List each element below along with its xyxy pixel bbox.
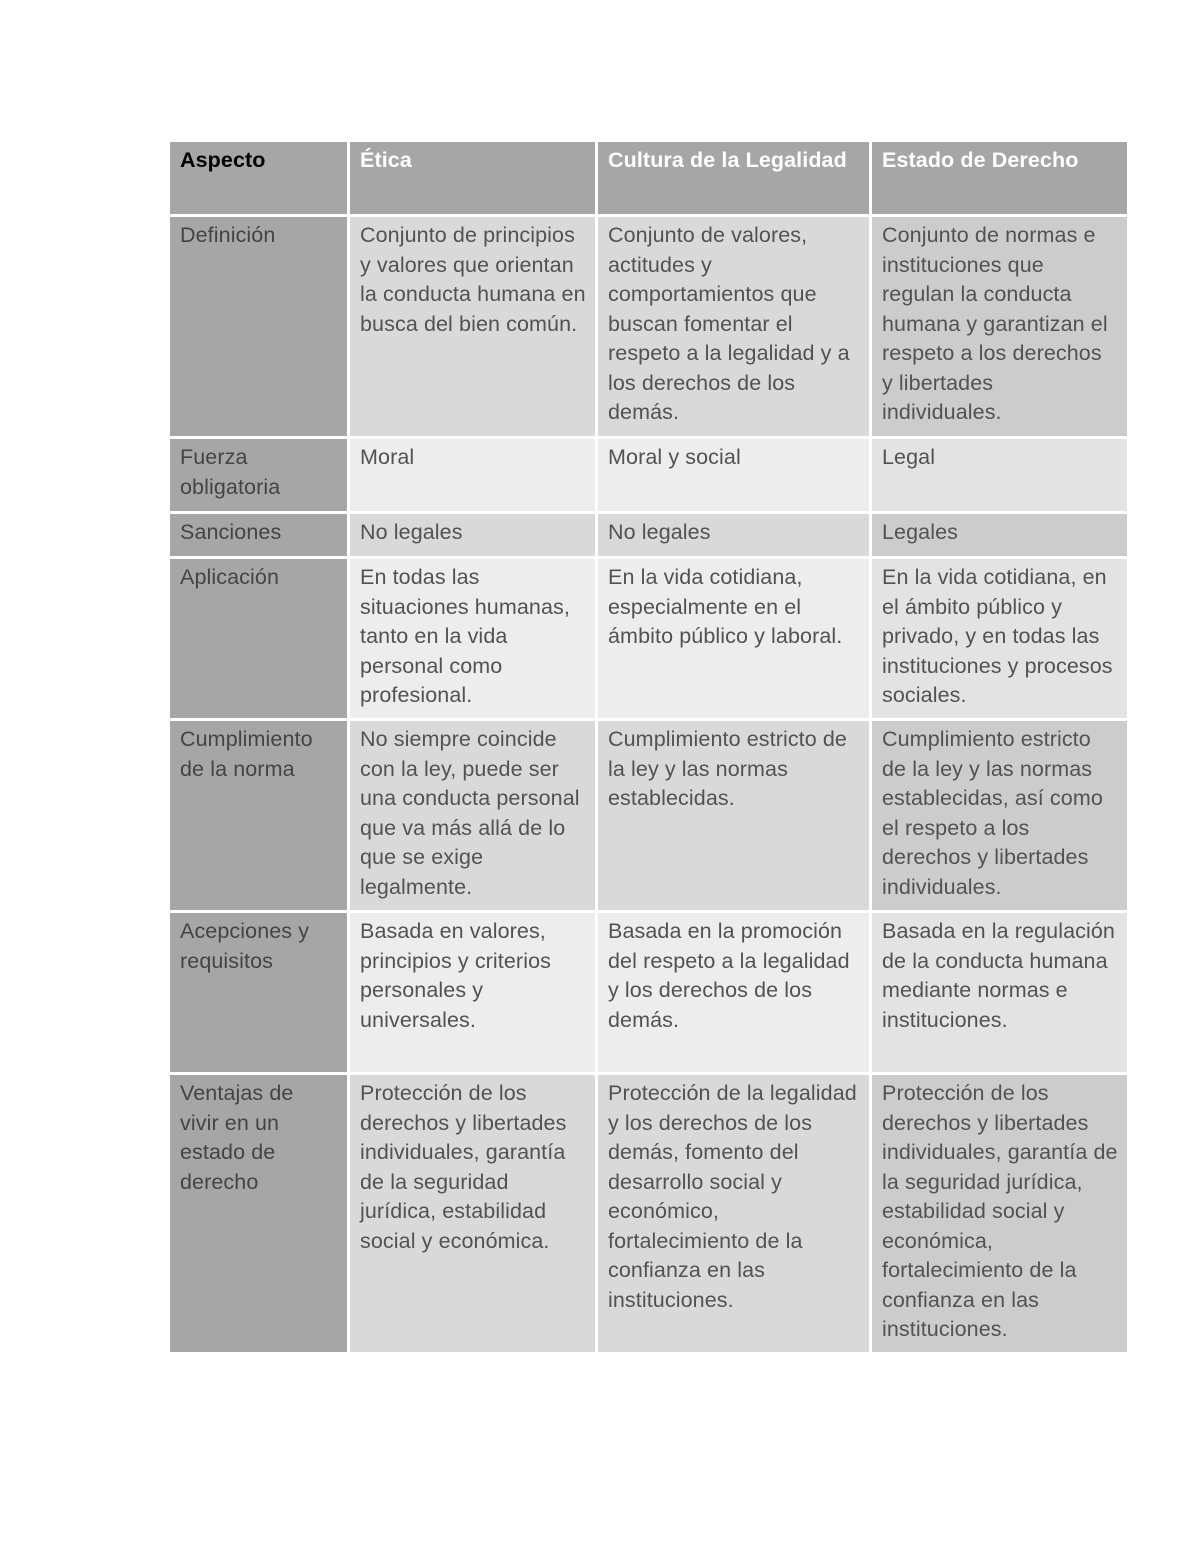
table-cell: Cumplimiento estricto de la ley y las normas establecidas, así como el respeto a los derechos y libertades individuales. bbox=[871, 720, 1129, 912]
table-cell: Conjunto de normas e instituciones que regulan la conducta humana y garantizan el respeto a los derechos y libertades individuales. bbox=[871, 216, 1129, 438]
table-cell: Legal bbox=[871, 438, 1129, 513]
table-row bbox=[169, 216, 1129, 438]
table-body bbox=[169, 216, 1129, 1354]
row-aspect-label: Ventajas de vivir en un estado de derecho bbox=[169, 1074, 349, 1354]
table-header bbox=[169, 141, 1129, 216]
row-aspect-label: Fuerza obligatoria bbox=[169, 438, 349, 513]
table-row bbox=[169, 558, 1129, 720]
table-row bbox=[169, 912, 1129, 1074]
table-cell: Basada en la promoción del respeto a la legalidad y los derechos de los demás. bbox=[597, 912, 871, 1074]
row-aspect-label: Sanciones bbox=[169, 513, 349, 558]
table-cell: Moral bbox=[349, 438, 597, 513]
header-etica: Ética bbox=[349, 141, 597, 216]
table-cell: Conjunto de valores, actitudes y comportamientos que buscan fomentar el respeto a la legalidad y a los derechos de los demás. bbox=[597, 216, 871, 438]
table-cell: Moral y social bbox=[597, 438, 871, 513]
comparison-table bbox=[167, 139, 1130, 1355]
table-row bbox=[169, 720, 1129, 912]
table-row bbox=[169, 513, 1129, 558]
table-cell: Basada en valores, principios y criterios personales y universales. bbox=[349, 912, 597, 1074]
table-cell: Legales bbox=[871, 513, 1129, 558]
row-aspect-label: Aplicación bbox=[169, 558, 349, 720]
row-aspect-label: Acepciones y requisitos bbox=[169, 912, 349, 1074]
table-row bbox=[169, 1074, 1129, 1354]
table-cell: Protección de los derechos y libertades individuales, garantía de la seguridad jurídica, estabilidad social y económica. bbox=[349, 1074, 597, 1354]
table-cell: Protección de los derechos y libertades individuales, garantía de la seguridad jurídica, estabilidad social y económica, fortalecimiento de la confianza en las instituciones. bbox=[871, 1074, 1129, 1354]
row-aspect-label: Definición bbox=[169, 216, 349, 438]
row-aspect-label: Cumplimiento de la norma bbox=[169, 720, 349, 912]
table-cell: Conjunto de principios y valores que orientan la conducta humana en busca del bien común. bbox=[349, 216, 597, 438]
table-cell: En todas las situaciones humanas, tanto en la vida personal como profesional. bbox=[349, 558, 597, 720]
header-estado-derecho: Estado de Derecho bbox=[871, 141, 1129, 216]
table-cell: Basada en la regulación de la conducta humana mediante normas e instituciones. bbox=[871, 912, 1129, 1074]
table-cell: En la vida cotidiana, en el ámbito público y privado, y en todas las instituciones y procesos sociales. bbox=[871, 558, 1129, 720]
header-aspecto: Aspecto bbox=[169, 141, 349, 216]
table-cell: Protección de la legalidad y los derechos de los demás, fomento del desarrollo social y económico, fortalecimiento de la confianza en las instituciones. bbox=[597, 1074, 871, 1354]
header-row bbox=[169, 141, 1129, 216]
table-row bbox=[169, 438, 1129, 513]
header-cultura-legalidad: Cultura de la Legalidad bbox=[597, 141, 871, 216]
table-cell: No siempre coincide con la ley, puede ser una conducta personal que va más allá de lo que se exige legalmente. bbox=[349, 720, 597, 912]
table-cell: En la vida cotidiana, especialmente en el ámbito público y laboral. bbox=[597, 558, 871, 720]
table-cell: Cumplimiento estricto de la ley y las normas establecidas. bbox=[597, 720, 871, 912]
table-cell: No legales bbox=[349, 513, 597, 558]
table-cell: No legales bbox=[597, 513, 871, 558]
